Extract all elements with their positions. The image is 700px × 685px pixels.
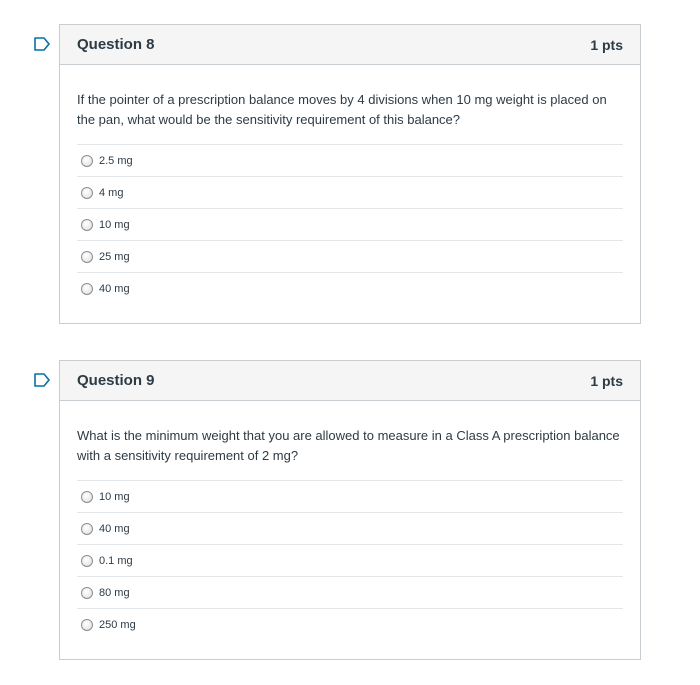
answer-option[interactable] — [77, 512, 623, 544]
answer-label[interactable]: 0.1 mg — [99, 554, 133, 567]
question-9-card — [59, 360, 641, 660]
question-header — [60, 25, 640, 65]
question-body — [60, 65, 640, 320]
answer-option[interactable] — [77, 608, 623, 640]
answer-label[interactable]: 4 mg — [99, 186, 124, 199]
radio-button-icon[interactable] — [81, 587, 93, 599]
radio-button-icon[interactable] — [81, 219, 93, 231]
answer-label[interactable]: 25 mg — [99, 250, 130, 263]
flag-question-9-icon[interactable] — [34, 373, 50, 387]
answer-option[interactable] — [77, 144, 623, 176]
question-points: 1 pts — [590, 372, 623, 389]
radio-button-icon[interactable] — [81, 251, 93, 263]
radio-button-icon[interactable] — [81, 187, 93, 199]
answer-label[interactable]: 2.5 mg — [99, 154, 133, 167]
question-8-card — [59, 24, 641, 324]
answer-label[interactable]: 10 mg — [99, 218, 130, 231]
answer-label[interactable]: 80 mg — [99, 586, 130, 599]
answer-option[interactable] — [77, 240, 623, 272]
flag-question-8-icon[interactable] — [34, 37, 50, 51]
radio-button-icon[interactable] — [81, 523, 93, 535]
answer-option[interactable] — [77, 176, 623, 208]
radio-button-icon[interactable] — [81, 491, 93, 503]
answer-list — [77, 480, 623, 640]
answer-option[interactable] — [77, 576, 623, 608]
radio-button-icon[interactable] — [81, 619, 93, 631]
question-title: Question 9 — [77, 372, 155, 389]
question-text: What is the minimum weight that you are allowed to measure in a Class A prescription balance with a sensitivity requirement of 2 mg? — [77, 428, 620, 463]
answer-option[interactable] — [77, 480, 623, 512]
question-body — [60, 401, 640, 656]
question-text: If the pointer of a prescription balance moves by 4 divisions when 10 mg weight is placed on the pan, what would be the sensitivity requirement of this balance? — [77, 92, 607, 127]
answer-option[interactable] — [77, 272, 623, 304]
answer-option[interactable] — [77, 208, 623, 240]
radio-button-icon[interactable] — [81, 555, 93, 567]
radio-button-icon[interactable] — [81, 155, 93, 167]
question-points: 1 pts — [590, 36, 623, 53]
answer-list — [77, 144, 623, 304]
answer-label[interactable]: 10 mg — [99, 490, 130, 503]
answer-label[interactable]: 40 mg — [99, 522, 130, 535]
answer-option[interactable] — [77, 544, 623, 576]
answer-label[interactable]: 250 mg — [99, 618, 136, 631]
question-header — [60, 361, 640, 401]
radio-button-icon[interactable] — [81, 283, 93, 295]
question-title: Question 8 — [77, 36, 155, 53]
answer-label[interactable]: 40 mg — [99, 282, 130, 295]
